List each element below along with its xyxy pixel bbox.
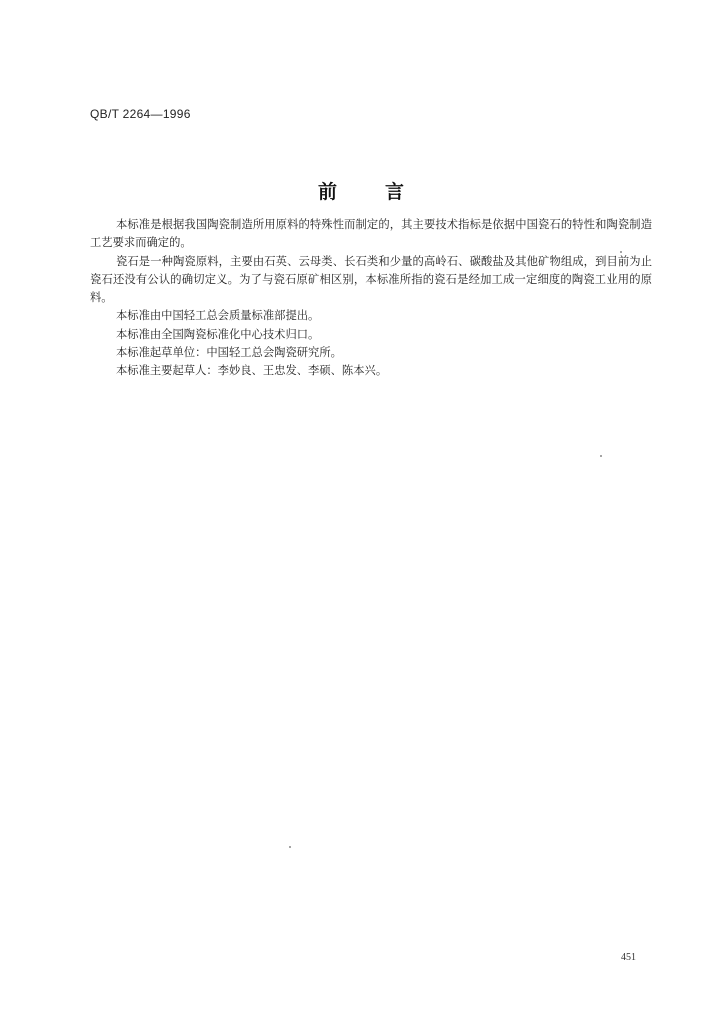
paragraph-definition: 瓷石是一种陶瓷原料，主要由石英、云母类、长石类和少量的高岭石、碳酸盐及其他矿物组成，到目前为止瓷石还没有公认的确切定义。为了与瓷石原矿相区别，本标准所指的瓷石是经加工成一定细度的陶瓷工业用的原料。: [90, 254, 652, 305]
paragraph-drafting-unit: 本标准起草单位：中国轻工总会陶瓷研究所。: [115, 346, 342, 360]
paragraph-purpose: 本标准是根据我国陶瓷制造所用原料的特殊性而制定的，其主要技术指标是依据中国瓷石的特性和陶瓷制造工艺要求而确定的。: [90, 218, 652, 250]
paragraph-drafters: 本标准主要起草人：李妙良、王忠发、李硕、陈本兴。: [115, 364, 388, 378]
paragraph-centralized-by: 本标准由全国陶瓷标准化中心技术归口。: [115, 327, 320, 341]
paragraph-proposer: 本标准由中国轻工总会质量标准部提出。: [115, 309, 320, 323]
standard-code: QB/T 2264—1996: [90, 107, 191, 121]
scan-speck: [289, 846, 291, 848]
page-title: 前言: [317, 181, 452, 203]
scan-speck: [620, 251, 622, 253]
scan-speck: [600, 455, 602, 457]
page-number: 451: [621, 952, 636, 963]
foreword-body: [90, 216, 652, 381]
